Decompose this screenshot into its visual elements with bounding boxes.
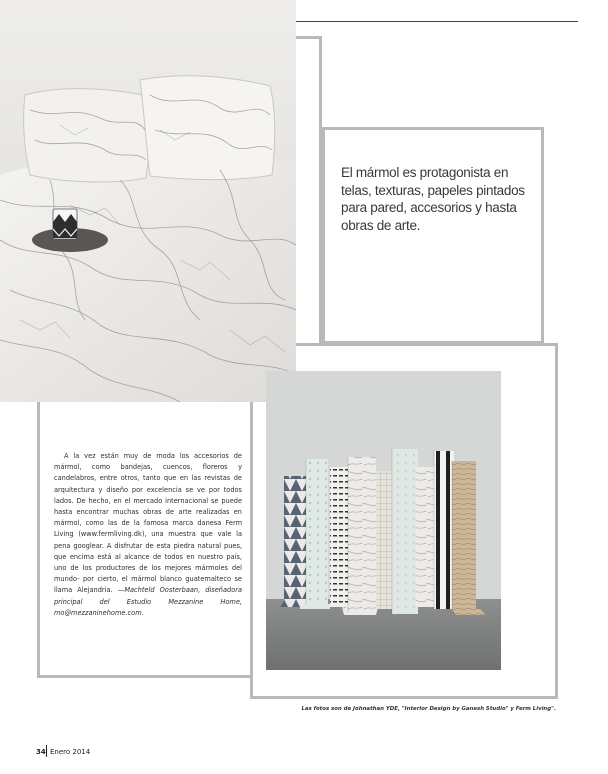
- marble-bedding-photo: [0, 0, 296, 402]
- issue-date: Enero 2014: [50, 748, 91, 756]
- author-credit: Machteld Oosterbaan, diseñadora principal del Estudio Mezzanine Home, mo@mezzaninehome.com.: [54, 586, 242, 617]
- photo-caption: Las fotos son de Johnathan YDE, "Interior Design by Ganesh Studio" y Ferm Living".: [301, 706, 556, 712]
- frame-quote: [322, 127, 544, 344]
- footer-divider: [46, 745, 47, 757]
- wallpaper-rolls-photo: [266, 371, 501, 670]
- body-paragraph: A la vez están muy de moda los accesorios de mármol, como bandejas, cuencos, floreros y candelabros, entre otros, tanto que en las revistas de arquitectura y diseño por excelencia se ve por todos lados. De hecho, en el mercado internacional se puede hasta encontrar muchas obras de arte realizadas en mármol, como las de la famosa marca danesa Ferm Living (www.fermliving.dk), una muestra que vale la pena googlear. A disfrutar de esta piedra natural pues, que encima está al alcance de todos en nuestro país, uno de los productores de los mejores mármoles del mundo- por cierto, el mármol blanco guatemalteco se llama Alejandria. —: [54, 452, 242, 595]
- article-body: [54, 451, 242, 619]
- pull-quote: El mármol es protagonista en telas, texturas, papeles pintados para pared, accesorios y hasta obras de arte.: [341, 165, 525, 233]
- page-number: 34: [36, 748, 46, 756]
